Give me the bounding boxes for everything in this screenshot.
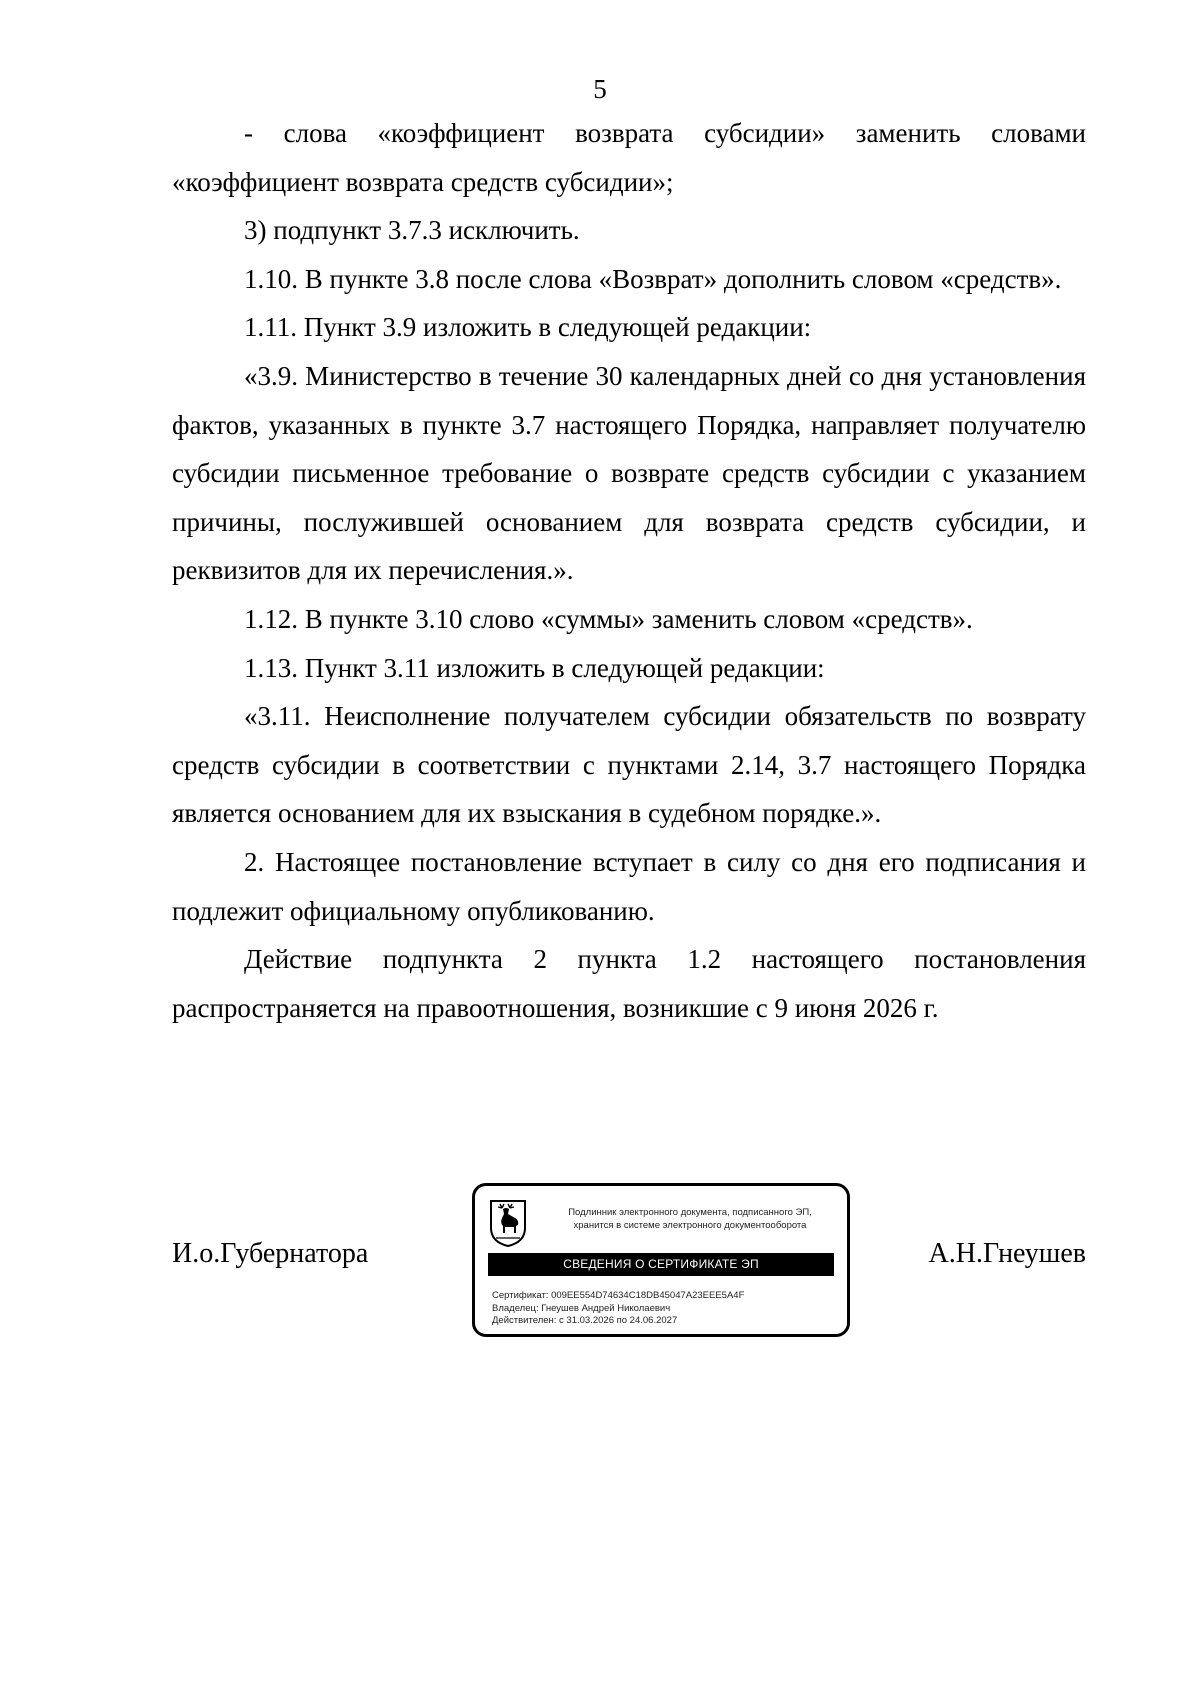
stamp-details	[492, 1290, 839, 1328]
page-number: 5	[593, 74, 607, 104]
paragraph: Действие подпункта 2 пункта 1.2 настоящего постановления распространяется на правоотношения, возникшие с 9 июня 2026 г.	[172, 944, 1086, 1023]
paragraph: 2. Настоящее постановление вступает в силу со дня его подписания и подлежит официальному опубликованию.	[172, 846, 1086, 926]
signatory-position: И.о.Губернатора	[172, 1238, 369, 1269]
stamp-header-line: Подлинник электронного документа, подписанного ЭП,	[568, 1207, 812, 1218]
paragraph: «3.9. Министерство в течение 30 календарных дней со дня установления фактов, указанных в пункте 3.7 настоящего Порядка, направляет получателю субсидии письменное требование о возврате средств субсидии с указанием причины, послужившей основанием для возврата средств субсидии, и реквизитов для их перечисления.».	[172, 360, 1086, 586]
certificate-owner: Владелец: Гнеушев Андрей Николаевич	[492, 1302, 671, 1314]
paragraph: 1.11. Пункт 3.9 изложить в следующей редакции:	[244, 312, 812, 343]
signatory-name: А.Н.Гнеушев	[928, 1238, 1086, 1269]
paragraph: 1.10. В пункте 3.8 после слова «Возврат» дополнить словом «средств».	[244, 263, 1062, 294]
paragraph: - слова «коэффициент возврата субсидии» заменить словами «коэффициент возврата средств субсидии»;	[172, 118, 1086, 197]
certificate-number: Сертификат: 009EE554D74634C18DB45047A23EEE5A4F	[492, 1290, 745, 1301]
paragraph: 1.12. В пункте 3.10 слово «суммы» заменить словом «средств».	[244, 603, 973, 634]
document-body	[172, 109, 1086, 1032]
stamp-title: СВЕДЕНИЯ О СЕРТИФИКАТЕ ЭП	[488, 1253, 834, 1276]
stamp-header-line: хранится в системе электронного документооборота	[573, 1220, 807, 1231]
paragraph: 3) подпункт 3.7.3 исключить.	[244, 215, 580, 246]
paragraph: «3.11. Неисполнение получателем субсидии обязательств по возврату средств субсидии в соответствии с пунктами 2.14, 3.7 настоящего Порядка является основанием для их взыскания в судебном порядке.».	[172, 701, 1086, 829]
coat-of-arms-icon	[488, 1198, 528, 1248]
certificate-validity: Действителен: с 31.03.2026 по 24.06.2027	[492, 1315, 678, 1326]
paragraph: 1.13. Пункт 3.11 изложить в следующей редакции:	[244, 652, 825, 683]
stamp-header	[541, 1206, 839, 1232]
electronic-signature-stamp	[472, 1183, 850, 1337]
